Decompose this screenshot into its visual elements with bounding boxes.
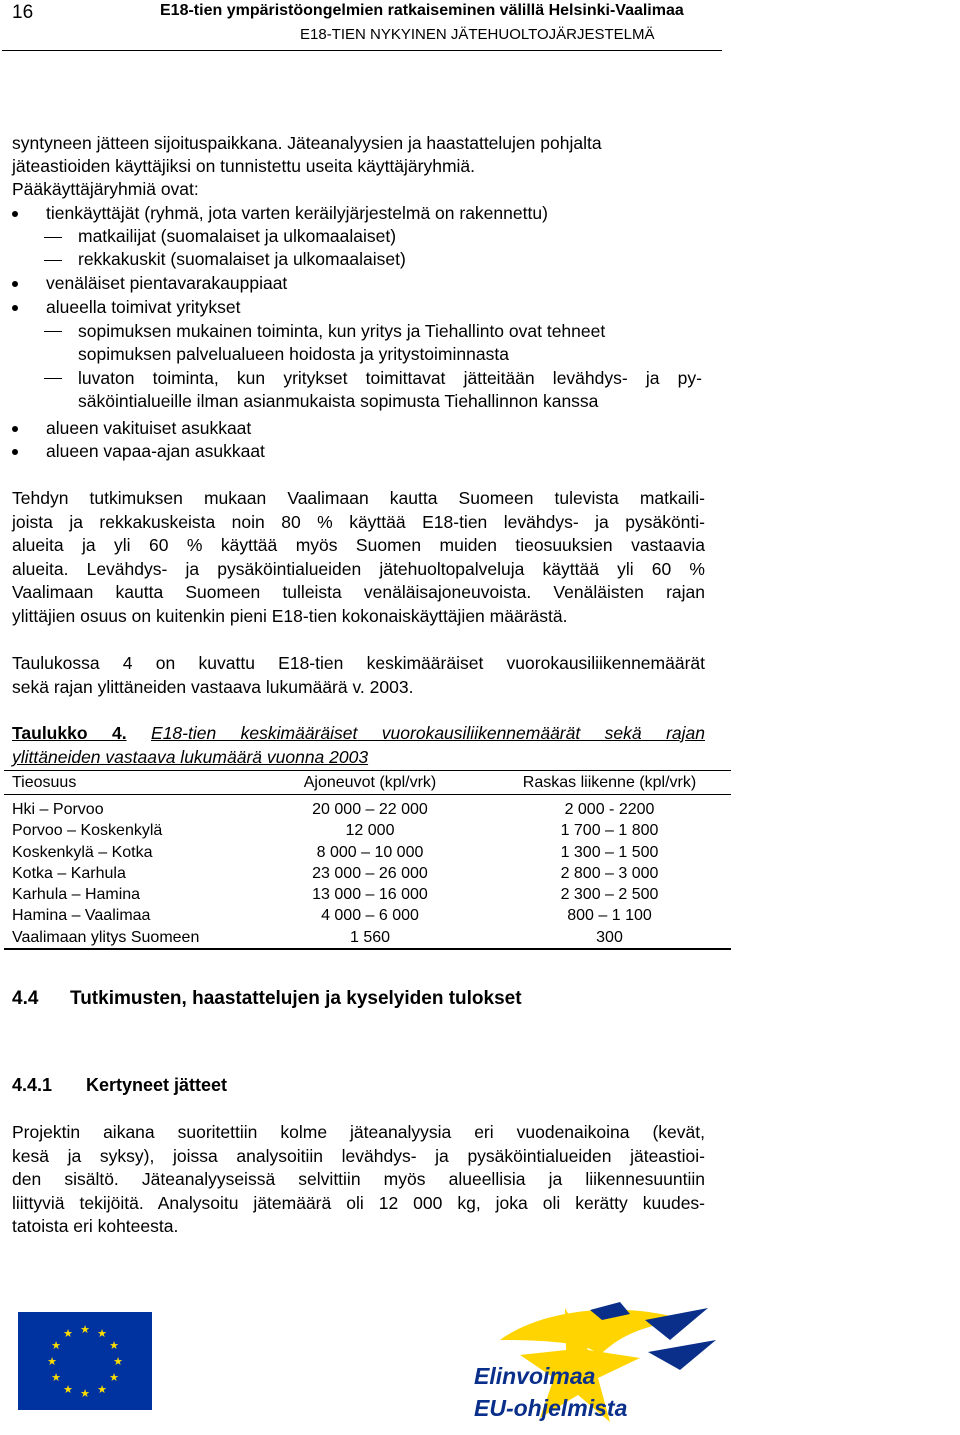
table-row [4, 863, 731, 884]
paragraph-line: ylittäjien osuus on kuitenkin pieni E18-tien kokonaiskäyttäjien määrästä. [12, 606, 568, 626]
cell-road-section: Hki – Porvoo [12, 801, 104, 818]
cell-vehicles: 1 560 [252, 927, 488, 949]
logo-text-line2: EU-ohjelmista [474, 1395, 628, 1421]
dash-icon [44, 378, 62, 379]
paragraph-line: alueita. Levähdys- ja pysäköintialueiden jätehuoltopalveluja käyttää yli 60 % [12, 559, 705, 579]
cell-vehicles: 23 000 – 26 000 [312, 864, 428, 882]
svg-text:★: ★ [63, 1383, 73, 1396]
table-row [4, 820, 731, 841]
svg-text:★: ★ [97, 1383, 107, 1396]
cell-road-section: Vaalimaan ylitys Suomeen [4, 927, 252, 949]
list-subitem: luvaton toiminta, kun yritykset toimittavat jätteitään levähdys- ja py- [78, 368, 702, 388]
list-subitem-continued: säköintialueille ilman asianmukaista sopimusta Tiehallinnon kanssa [78, 391, 599, 411]
intro-line: jäteastioiden käyttäjiksi on tunnistettu useita käyttäjäryhmiä. [12, 156, 476, 176]
logo-text-line1: Elinvoimaa [474, 1363, 596, 1389]
table-header-row [4, 771, 731, 795]
svg-text:★: ★ [47, 1355, 57, 1368]
header-rule [2, 50, 722, 51]
subsection-title: Kertyneet jätteet [86, 1075, 228, 1095]
traffic-table [4, 770, 731, 950]
svg-text:★: ★ [63, 1327, 73, 1340]
cell-vehicles: 13 000 – 16 000 [312, 886, 428, 904]
table-row [4, 905, 731, 926]
paragraph-line: Tehdyn tutkimuksen mukaan Vaalimaan kautta Suomeen tulevista matkaili- [12, 488, 705, 508]
svg-text:★: ★ [113, 1355, 123, 1368]
subsection-heading [12, 1075, 227, 1096]
svg-text:★: ★ [109, 1339, 119, 1352]
paragraph-line: liittyviä tekijöitä. Analysoitu jätemäärä oli 12 000 kg, joka oli kerätty kuudes- [12, 1193, 705, 1213]
intro-line: syntyneen jätteen sijoituspaikkana. Jäteanalyysien ja haastattelujen pohjalta [12, 133, 602, 153]
section-number: 4.4 [12, 988, 39, 1009]
paragraph-line: alueita ja yli 60 % käyttää myös Suomen muiden tieosuuksien vastaavia [12, 535, 705, 555]
eu-stars-icon [18, 1312, 152, 1410]
paragraph-line: Projektin aikana suoritettiin kolme jäteanalyysia eri vuodenaikoina (kevät, [12, 1122, 705, 1142]
chapter-title: E18-TIEN NYKYINEN JÄTEHUOLTOJÄRJESTELMÄ [300, 26, 655, 43]
eu-flag-logo [18, 1312, 152, 1410]
svg-text:★: ★ [109, 1371, 119, 1384]
table-row [4, 884, 731, 905]
table-row [4, 842, 731, 863]
intro-line: Pääkäyttäjäryhmiä ovat: [12, 179, 199, 199]
list-item: alueella toimivat yritykset [46, 297, 241, 317]
paragraph-line: Taulukossa 4 on kuvattu E18-tien keskimääräiset vuorokausiliikennemäärät [12, 653, 705, 673]
table-caption-label: Taulukko 4. [12, 723, 127, 743]
table-caption-continued [12, 746, 368, 769]
cell-road-section: Porvoo – Koskenkylä [12, 822, 163, 840]
cell-heavy-traffic: 1 700 – 1 800 [560, 822, 659, 840]
page-number: 16 [12, 2, 34, 23]
table-caption [12, 722, 705, 745]
column-header: Raskas liikenne (kpl/vrk) [488, 771, 731, 795]
svg-text:★: ★ [51, 1371, 61, 1384]
cell-heavy-traffic: 2 000 - 2200 [564, 801, 655, 818]
cell-heavy-traffic: 1 300 – 1 500 [560, 843, 659, 861]
subsection-number: 4.4.1 [12, 1075, 53, 1095]
list-item: tienkäyttäjät (ryhmä, jota varten keräilyjärjestelmä on rakennettu) [46, 203, 548, 223]
bullet-icon [12, 305, 18, 311]
svg-text:★: ★ [97, 1327, 107, 1340]
list-subitem-continued: sopimuksen palvelualueen hoidosta ja yritystoiminnasta [78, 344, 509, 364]
column-header: Tieosuus [4, 771, 252, 795]
section-heading [12, 988, 522, 1010]
running-title: E18-tien ympäristöongelmien ratkaiseminen välillä Helsinki-Vaalimaa [160, 2, 684, 19]
cell-vehicles: 20 000 – 22 000 [312, 801, 428, 818]
paragraph-line: tatoista eri kohteesta. [12, 1216, 179, 1236]
list-item: alueen vapaa-ajan asukkaat [46, 441, 265, 461]
table-caption-text: ylittäneiden vastaava lukumäärä vuonna 2003 [12, 747, 369, 767]
paragraph-line: Vaalimaan kautta Suomeen tulleista venäläisajoneuvoista. Venäläisten rajan [12, 582, 705, 602]
table-row [4, 795, 731, 821]
svg-text:★: ★ [51, 1339, 61, 1352]
cell-heavy-traffic: 2 800 – 3 000 [560, 864, 659, 882]
list-subitem: matkailijat (suomalaiset ja ulkomaalaiset) [78, 226, 397, 246]
cell-road-section: Koskenkylä – Kotka [12, 843, 153, 861]
table-caption-text: E18-tien keskimääräiset vuorokausiliikennemäärät sekä rajan [151, 723, 705, 743]
svg-text:★: ★ [80, 1323, 90, 1336]
dash-icon [44, 260, 62, 261]
section-title: Tutkimusten, haastattelujen ja kyselyiden tulokset [70, 988, 522, 1009]
cell-heavy-traffic: 800 – 1 100 [567, 907, 652, 925]
list-item: alueen vakituiset asukkaat [46, 418, 252, 438]
list-subitem: rekkakuskit (suomalaiset ja ulkomaalaiset) [78, 249, 406, 269]
bullet-icon [12, 211, 18, 217]
bullet-icon [12, 449, 18, 455]
dash-icon [44, 237, 62, 238]
svg-text:★: ★ [80, 1387, 90, 1400]
cell-road-section: Kotka – Karhula [12, 864, 126, 882]
list-item: venäläiset pientavarakauppiaat [46, 273, 288, 293]
column-header: Ajoneuvot (kpl/vrk) [252, 771, 488, 795]
bullet-icon [12, 281, 18, 287]
cell-heavy-traffic: 300 [488, 927, 731, 949]
bullet-icon [12, 426, 18, 432]
paragraph-line: sekä rajan ylittäneiden vastaava lukumäärä v. 2003. [12, 677, 414, 697]
dash-icon [44, 331, 62, 332]
paragraph-line: den sisältö. Jäteanalyyseissä selvittiin myös alueellisia ja liikennesuuntiin [12, 1169, 705, 1189]
cell-vehicles: 8 000 – 10 000 [316, 843, 424, 861]
cell-vehicles: 4 000 – 6 000 [321, 907, 419, 925]
table-row [4, 927, 731, 949]
cell-road-section: Karhula – Hamina [12, 886, 141, 904]
paragraph-line: joista ja rekkakuskeista noin 80 % käyttää E18-tien levähdys- ja pysäkönti- [12, 512, 705, 532]
cell-heavy-traffic: 2 300 – 2 500 [560, 886, 659, 904]
paragraph-line: kesä ja syksy), joissa analysoitiin levähdys- ja pysäköintialueiden jäteastioi- [12, 1146, 705, 1166]
cell-vehicles: 12 000 [345, 822, 395, 840]
list-subitem: sopimuksen mukainen toiminta, kun yritys ja Tiehallinto ovat tehneet [78, 321, 606, 341]
cell-road-section: Hamina – Vaalimaa [12, 907, 151, 925]
